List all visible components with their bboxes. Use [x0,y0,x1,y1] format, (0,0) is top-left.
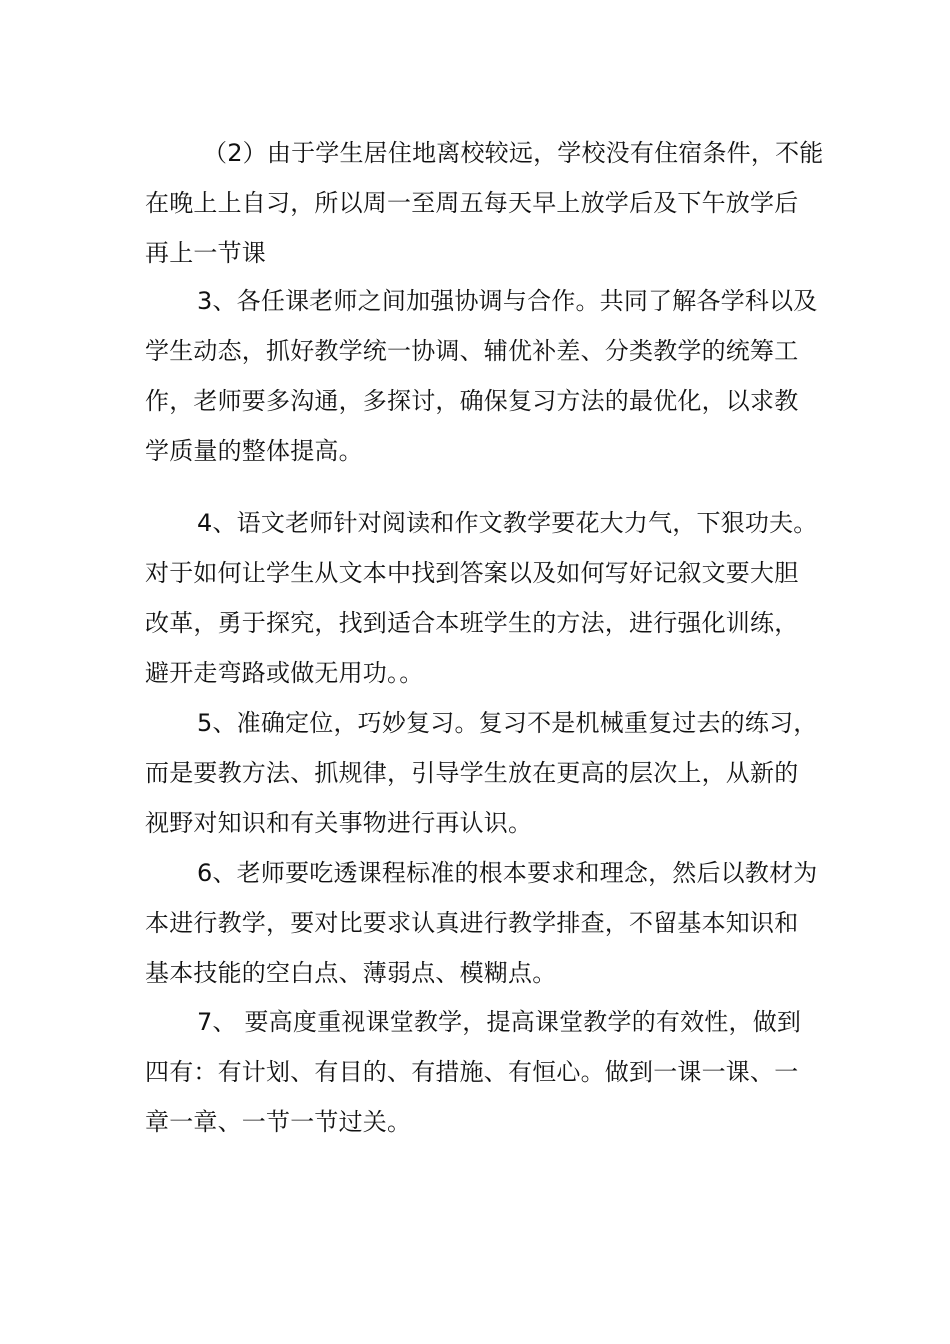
paragraph-line: 7、 要高度重视课堂教学，提高课堂教学的有效性，做到 [197,1008,802,1036]
paragraph-2 [145,128,824,278]
paragraph-line: 再上一节课 [145,239,266,267]
paragraph-line: 四有：有计划、有目的、有措施、有恒心。做到一课一课、一 [145,1058,799,1086]
paragraph-line: 基本技能的空白点、薄弱点、模糊点。 [145,959,557,987]
paragraph-6 [145,848,818,998]
paragraph-line: （2）由于学生居住地离校较远，学校没有住宿条件，不能 [203,139,824,167]
paragraph-5 [145,698,818,848]
paragraph-3 [145,276,818,476]
paragraph-line: 4、语文老师针对阅读和作文教学要花大力气，下狠功夫。 [197,509,818,537]
paragraph-4 [145,498,818,698]
paragraph-7 [145,997,815,1147]
paragraph-line: 学质量的整体提高。 [145,437,363,465]
paragraph-line: 章一章、一节一节过关。 [145,1108,412,1136]
paragraph-line: 改革，勇于探究，找到适合本班学生的方法，进行强化训练， [145,609,799,637]
paragraph-line: 学生动态，抓好教学统一协调、辅优补差、分类教学的统筹工 [145,337,799,365]
paragraph-line: 6、老师要吃透课程标准的根本要求和理念，然后以教材为 [197,859,818,887]
paragraph-line: 避开走弯路或做无用功。。 [145,659,424,687]
paragraph-line: 本进行教学，要对比要求认真进行教学排查，不留基本知识和 [145,909,799,937]
paragraph-line: 5、准确定位，巧妙复习。复习不是机械重复过去的练习， [197,709,818,737]
paragraph-line: 对于如何让学生从文本中找到答案以及如何写好记叙文要大胆 [145,559,799,587]
paragraph-line: 在晚上上自习，所以周一至周五每天早上放学后及下午放学后 [145,189,799,217]
paragraph-line: 视野对知识和有关事物进行再认识。 [145,809,533,837]
paragraph-line: 而是要教方法、抓规律，引导学生放在更高的层次上，从新的 [145,759,799,787]
paragraph-line: 作，老师要多沟通，多探讨，确保复习方法的最优化，以求教 [145,387,799,415]
paragraph-line: 3、各任课老师之间加强协调与合作。共同了解各学科以及 [197,287,818,315]
